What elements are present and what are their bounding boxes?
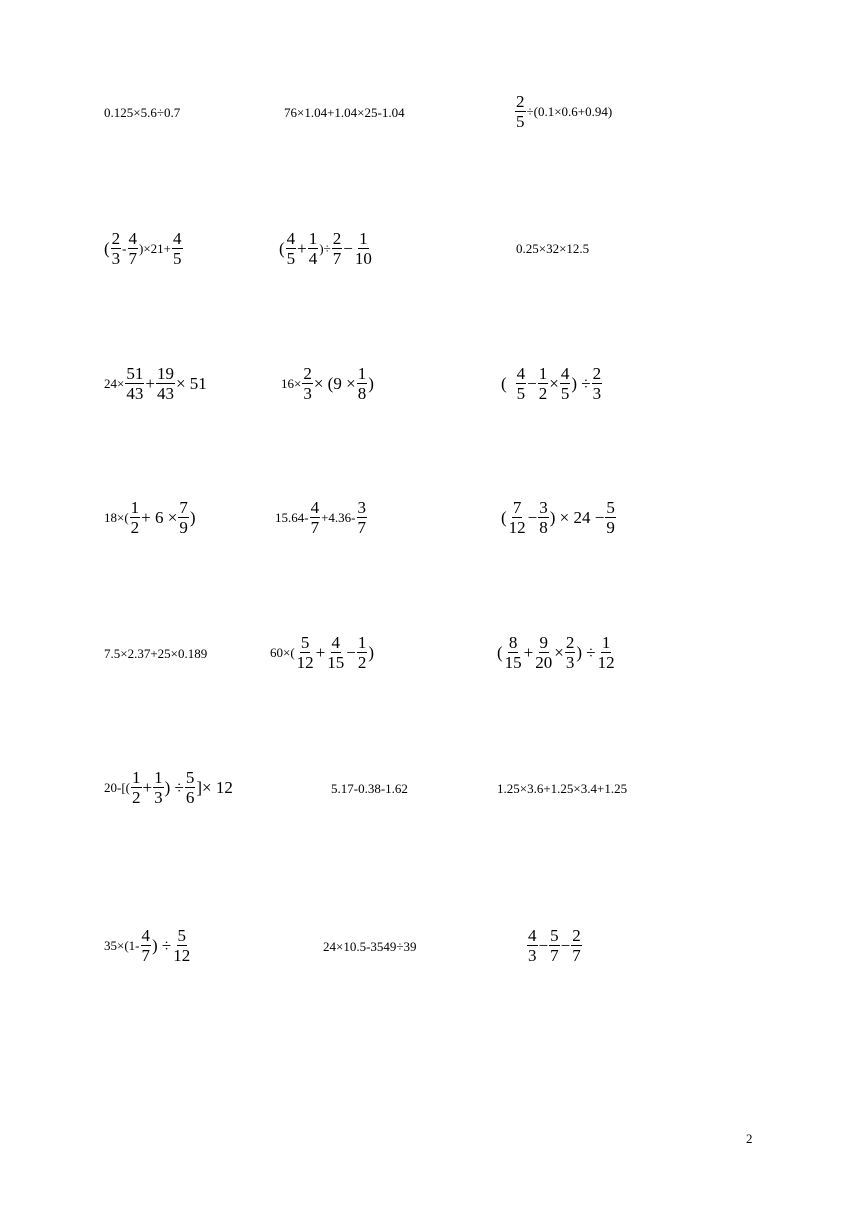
fraction: $\frac{9}{20}$ — [535, 633, 553, 672]
fraction: $\frac{1}{2}$ — [538, 364, 548, 403]
fraction: $\frac{4}{15}$ — [327, 633, 345, 672]
page-number: 2 — [746, 1131, 753, 1146]
expr-text: 5.17-0.38-1.62 — [331, 781, 408, 796]
problem-13 — [104, 647, 207, 660]
fraction: $\frac{1}{2}$ — [357, 633, 367, 672]
fraction: 2 3 — [111, 229, 121, 268]
expr-text: 76×1.04+1.04×25-1.04 — [284, 105, 405, 120]
expr-text: 0.125×5.6÷0.7 — [104, 105, 181, 120]
problem-2 — [284, 106, 405, 119]
problem-21: 4 3 − $\frac{5}{7}$ − $\frac{2}{7}$ — [528, 926, 581, 965]
problem-7: 24× $\frac{51}{43}$ + $\frac{19}{43}$ × 51 — [104, 364, 207, 403]
problem-9: ( 4 5 − $\frac{1}{2}$ × $\frac{4}{5}$ ) ÷ $\frac{2}{3}$ — [501, 364, 602, 403]
fraction: $\frac{2}{3}$ — [565, 633, 575, 672]
problem-3 — [514, 92, 612, 131]
problem-15: ( 8 15 + $\frac{9}{20}$ × $\frac{2}{3}$ ) ÷ $\frac{1}{12}$ — [497, 633, 615, 672]
fraction: $\frac{4}{5}$ — [173, 229, 182, 268]
fraction: 4 3 — [528, 926, 537, 965]
fraction: 3 7 — [357, 498, 367, 537]
expr-text: 1.25×3.6+1.25×3.4+1.25 — [497, 781, 628, 796]
problem-12: ( 7 12 − $\frac{3}{8}$ ) × 24 − $\frac{5}{9}$ — [501, 498, 615, 537]
problem-11: 15.64- 4 7 +4.36- 3 7 — [275, 498, 367, 537]
fraction: $\frac{1}{4}$ — [308, 229, 318, 268]
fraction: 8 15 — [504, 633, 522, 672]
fraction: $\frac{5}{9}$ — [606, 498, 615, 537]
expr-text: 7.5×2.37+25×0.189 — [104, 646, 208, 661]
fraction: 4 7 — [310, 498, 320, 537]
fraction: $\frac{3}{8}$ — [539, 498, 548, 537]
fraction: 7 12 — [508, 498, 526, 537]
fraction: $\frac{5}{7}$ — [550, 926, 559, 965]
fraction: 4 7 — [128, 229, 138, 268]
problem-5: ( 4 5 + $\frac{1}{4}$ )÷ $\frac{2}{7}$ − $\frac{1}{10}$ — [279, 229, 372, 268]
fraction: $\frac{4}{5}$ — [560, 364, 570, 403]
fraction: $\frac{51}{43}$ — [126, 364, 144, 403]
fraction: $\frac{2}{5}$ — [516, 92, 525, 131]
fraction: $\frac{2}{7}$ — [572, 926, 581, 965]
problem-16: 20-[( 1 2 + $\frac{1}{3}$ ) ÷ $\frac{5}{6}$ ]× 12 — [104, 768, 233, 807]
fraction: 4 5 — [286, 229, 296, 268]
problem-17 — [331, 782, 408, 795]
problem-20 — [323, 940, 417, 953]
expr-text: 0.25×32×12.5 — [516, 241, 590, 256]
fraction: $\frac{2}{7}$ — [332, 229, 342, 268]
fraction: $\frac{2}{3}$ — [592, 364, 602, 403]
fraction: $\frac{1}{3}$ — [154, 768, 163, 807]
fraction: $\frac{5}{6}$ — [185, 768, 195, 807]
fraction: $\frac{1}{10}$ — [354, 229, 372, 268]
problem-19: 35×(1- 4 7 ) ÷ $\frac{5}{12}$ — [104, 926, 191, 965]
fraction: 4 7 — [141, 926, 150, 965]
problem-14: 60×( 5 12 + $\frac{4}{15}$ − $\frac{1}{2}$ ) — [270, 633, 375, 672]
problem-10: 18×( 1 2 + 6 × $\frac{7}{9}$ ) — [104, 498, 196, 537]
problem-6 — [516, 242, 589, 255]
fraction: $\frac{7}{9}$ — [179, 498, 188, 537]
expr-text: 24×10.5-3549÷39 — [323, 939, 417, 954]
fraction: 1 2 — [132, 768, 141, 807]
problem-4: ( 2 3 - 4 7 )×21+ $\frac{4}{5}$ — [104, 229, 182, 268]
fraction: $\frac{19}{43}$ — [156, 364, 174, 403]
fraction: 4 5 — [516, 364, 526, 403]
fraction: $\frac{5}{12}$ — [173, 926, 191, 965]
expr-text: ÷(0.1×0.6+0.94) — [526, 104, 613, 119]
problem-1 — [104, 106, 180, 119]
fraction: 5 12 — [296, 633, 314, 672]
fraction: $\frac{1}{12}$ — [597, 633, 615, 672]
problem-8: 16× $\frac{2}{3}$ × (9 × $\frac{1}{8}$ ) — [281, 364, 374, 403]
fraction: 1 2 — [130, 498, 140, 537]
fraction: $\frac{1}{8}$ — [357, 364, 367, 403]
problem-18 — [497, 782, 627, 795]
fraction: $\frac{2}{3}$ — [303, 364, 312, 403]
